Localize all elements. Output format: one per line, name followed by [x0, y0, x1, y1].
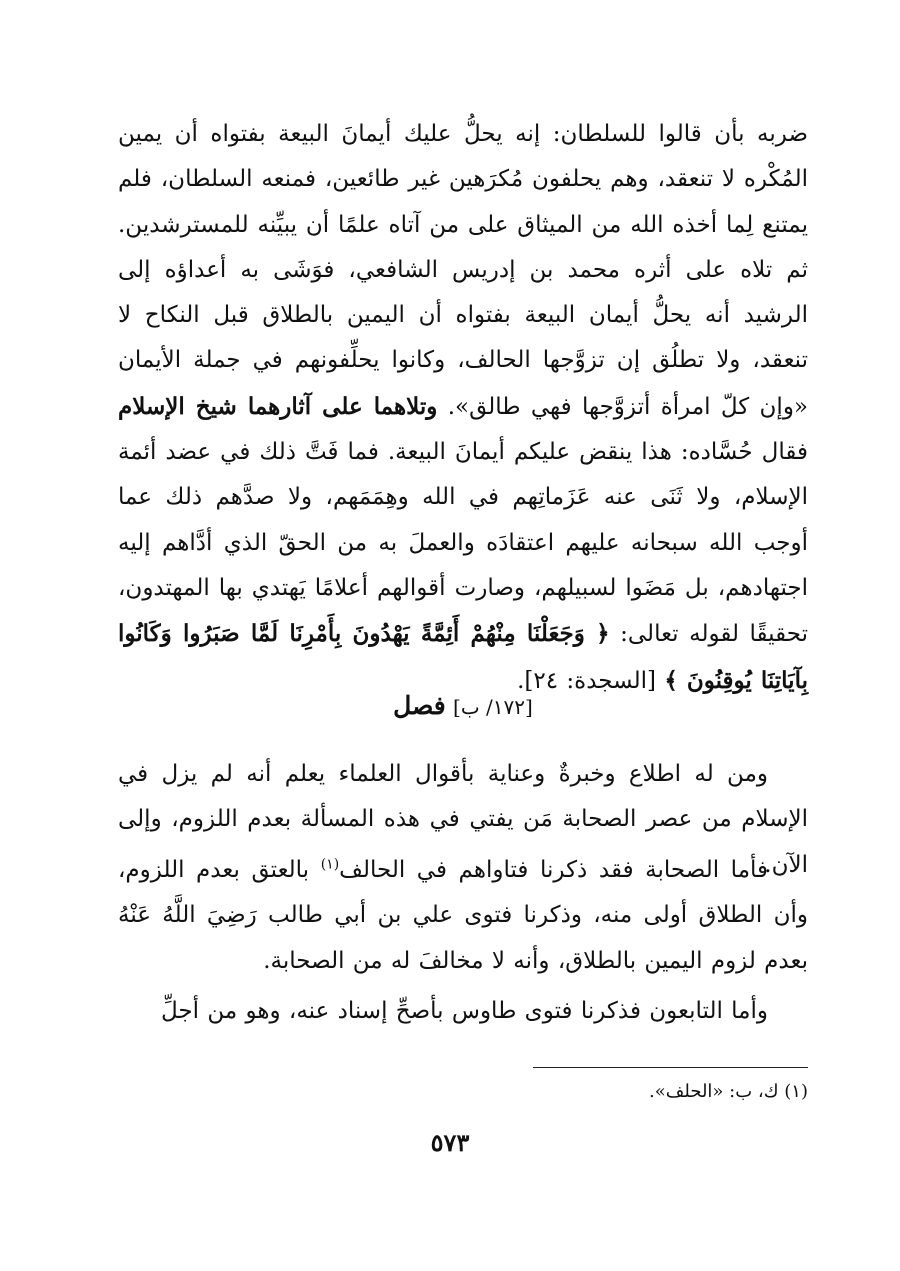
footnote: (١) ك، ب: «الحلف».	[649, 1081, 808, 1102]
main-paragraph-part1: ضربه بأن قالوا للسلطان: إنه يحلُّ عليك أيمانَ البيعة بفتواه أن يمين المُكْره لا تنعقد، وهم يحلفون مُكرَهين غير طائعين، فمنعه السلطان، فلم يمتنع لِما أخذه الله من الميثاق على من آتاه علمًا أن يبيِّنه للمسترشدين. ثم تلاه على أثره محمد بن إدريس الشافعي، فوَشَى به أعداؤه إلى الرشيد أنه يحلُّ أيمان البيعة بفتواه أن اليمين بالطلاق قبل النكاح لا تنعقد، ولا تطلُق إن تزوَّجها الحالف، وكانوا يحلِّفونهم في جملة الأيمان «وإن كلّ امرأة أتزوَّجها فهي طالق».	[118, 121, 809, 420]
main-paragraph-part2: فقال حُسَّاده: هذا ينقض عليكم أيمانَ البيعة. فما فَتَّ ذلك في عضد أئمة الإسلام، ولا ثَنَى عنه عَزَماتِهم في الله وهِمَمَهم، ولا صدَّهم ذلك عما أوجب الله سبحانه عليهم اعتقادَه والعملَ به من الحقّ الذي أدَّاهم إليه اجتهادهم، بل مَضَوا لسبيلهم، وصارت أقوالهم أعلامًا يَهتدي بها المهتدون، تحقيقًا لقوله تعالى:	[118, 439, 808, 648]
paragraph-3-before: فأما الصحابة فقد ذكرنا فتاواهم في الحالف	[339, 857, 769, 883]
main-paragraph	[118, 112, 808, 704]
section-title: فصل	[393, 691, 446, 720]
paragraph-4: وأما التابعون فذكرنا فتوى طاوس بأصحِّ إسناد عنه، وهو من أجلِّ	[160, 998, 768, 1024]
paragraph-3-after: بالعتق بعدم اللزوم، وأن الطلاق أولى منه، وذكرنا فتوى علي بن أبي طالب رَضِيَ اللَّهُ عَنْهُ بعدم لزوم اليمين بالطلاق، وأنه لا مخالفَ له من الصحابة.	[118, 857, 808, 974]
verse-citation: [السجدة: ٢٤].	[517, 667, 657, 694]
footnote-divider	[533, 1067, 808, 1068]
paragraph-2: ومن له اطلاع وخبرةٌ وعناية بأقوال العلماء يعلم أنه لم يزل في الإسلام من عصر الصحابة مَن يفتي في هذه المسألة بعدم اللزوم، وإلى الآن.	[118, 761, 808, 878]
footnote-marker: (١)	[320, 856, 340, 873]
manuscript-folio-ref: [١٧٢/ ب]	[453, 695, 533, 719]
page-number: ٥٧٣	[430, 1128, 470, 1157]
section-heading	[118, 686, 808, 727]
main-paragraph-bold-phrase: وتلاهما على آثارهما شيخ الإسلام	[118, 392, 438, 420]
quran-verse: ﴿ وَجَعَلْنَا مِنْهُمْ أَئِمَّةً يَهْدُونَ بِأَمْرِنَا لَمَّا صَبَرُوا وَكَانُوا بِآيَاتِنَا يُوقِنُونَ ﴾	[118, 620, 808, 694]
paragraph-3	[118, 848, 808, 984]
